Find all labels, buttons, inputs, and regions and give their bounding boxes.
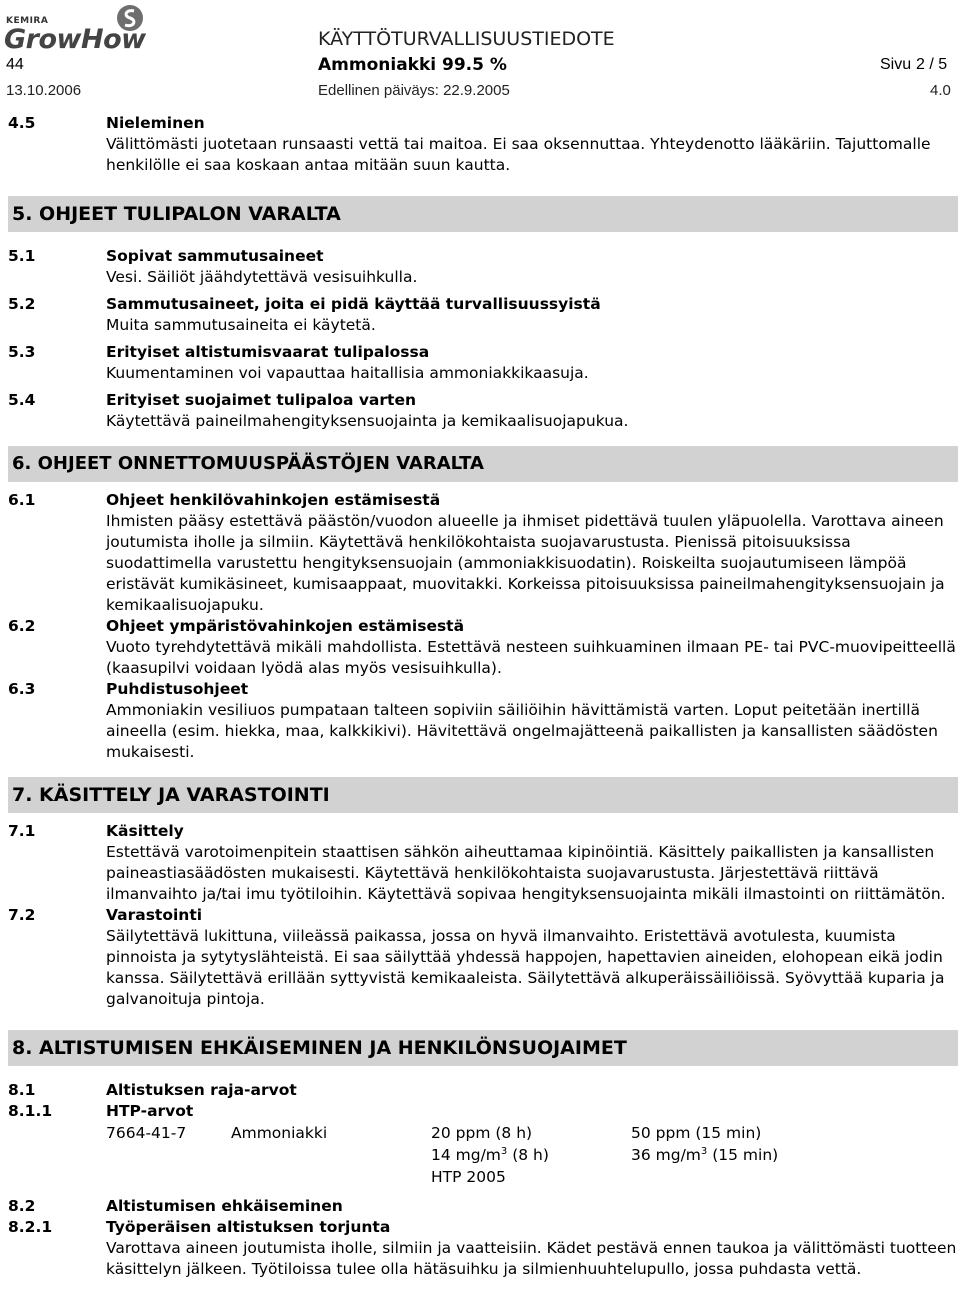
subsection-number: 8.1 — [8, 1081, 36, 1099]
subsection-text: Vesi. Säiliöt jäähdytettävä vesisuihkulla. — [106, 268, 418, 286]
page-number: 2 / 5 — [916, 56, 948, 73]
subsection-text: Välittömästi juotetaan runsaasti vettä tai maitoa. Ei saa oksennuttaa. Yhteydenotto lääkäriin. Tajuttomalle henkilölle ei saa koskaan antaa mitään suun kautta. — [106, 135, 931, 174]
subsection-text: Kuumentaminen voi vapauttaa haitallisia ammoniakkikaasuja. — [106, 364, 589, 382]
subsection-number: 5.2 — [8, 295, 36, 313]
subsection-5-4 — [8, 390, 958, 432]
subsection-number: 5.1 — [8, 247, 36, 265]
subsection-title: Erityiset suojaimet tulipaloa varten — [106, 391, 416, 409]
subsection-text: Muita sammutusaineita ei käytetä. — [106, 316, 376, 334]
subsection-title: Puhdistusohjeet — [106, 680, 249, 698]
mg-8h-value: 14 $mg/m^3$ (8 h) — [431, 1145, 549, 1164]
product-name: Ammoniakki 99.5 % — [318, 55, 507, 75]
subsection-text: Estettävä varotoimenpitein staattisen sähkön aiheuttamaa kipinöintiä. Käsittely paikallisten ja kansallisten paineastiasäädösten mukaisesti. Käytettävä henkilökohtaista suojavarustusta. Järjestettävä riittävä ilmanvaihto ja/tai imu työtiloihin. Käytettävä sopivaa hengityksensuojainta mikäli ilmastointi on riittämätön. — [106, 843, 946, 903]
subsection-title: Nieleminen — [106, 114, 205, 132]
subsection-number: 7.1 — [8, 822, 36, 840]
subsection-title: Käsittely — [106, 822, 184, 840]
subsection-title: Altistuksen raja-arvot — [106, 1081, 297, 1099]
subsection-number: 6.2 — [8, 617, 36, 635]
subsection-number: 7.2 — [8, 906, 36, 924]
previous-date: Edellinen päiväys: 22.9.2005 — [318, 82, 510, 99]
company-logo — [4, 2, 144, 56]
subsection-5-1 — [8, 246, 958, 288]
subsection-text: Ihmisten pääsy estettävä päästön/vuodon alueelle ja ihmiset pidettävä tuulen yläpuolella. Varottava aineen joutumista iholle ja silmiin. Käytettävä henkilökohtaista suojavarustusta. Pienissä pitoisuuksissa suodattimella varustettu hengityksensuojain (ammoniakkisuodatin). Roiskeilta suojautumiseen lämpöä eristävät kumikäsineet, kumisaappaat, muovitakki. Korkeissa pitoisuuksissa paineilmahengityksensuojain ja kemikaalisuojapuku. — [106, 512, 945, 614]
page-header — [0, 0, 960, 100]
cas-number: 7664-41-7 — [106, 1124, 187, 1142]
subsection-number: 4.5 — [8, 114, 36, 132]
subsection-title: Altistumisen ehkäiseminen — [106, 1197, 343, 1215]
subsection-4-5 — [8, 113, 958, 176]
subsection-title: Sammutusaineet, joita ei pidä käyttää turvallisuussyistä — [106, 295, 601, 313]
document-title: KÄYTTÖTURVALLISUUSTIEDOTE — [318, 28, 615, 50]
subsection-text: Varottava aineen joutumista iholle, silmiin ja vaatteisiin. Kädet pestävä ennen taukoa ja välittömästi tuotteen käsittelyn jälkeen. Työtiloissa tulee olla hätäsuihku ja silmienhuuhtelupullo, jossa puhdasta vettä. — [106, 1239, 957, 1278]
subsection-text: Käytettävä paineilmahengityksensuojainta ja kemikaalisuojapukua. — [106, 412, 629, 430]
subsection-title: Ohjeet ympäristövahinkojen estämisestä — [106, 617, 465, 635]
subsection-8-1-1 — [8, 1101, 958, 1122]
subsection-6-1 — [8, 490, 958, 616]
subsection-text: Säilytettävä lukittuna, viileässä paikassa, jossa on hyvä ilmanvaihto. Eristettävä avotulesta, kuumista pinnoista ja sytytyslähteistä. Ei saa säilyttää yhdessä happojen, hapettavien aineiden, elohopean eikä jodin kanssa. Säilytettävä erillään syttyvistä kemikaaleista. Säilytettävä alkuperäissäiliöissä. Syövyttää kuparia ja galvanoituja pintoja. — [106, 927, 945, 1008]
logo-name: GrowHow — [4, 24, 146, 55]
issue-date: 13.10.2006 — [6, 82, 82, 99]
subsection-number: 5.4 — [8, 391, 36, 409]
subsection-number: 5.3 — [8, 343, 36, 361]
subsection-number: 6.3 — [8, 680, 36, 698]
subsection-8-2-1 — [8, 1217, 958, 1280]
subsection-5-2 — [8, 294, 958, 336]
section-heading-6: 6. OHJEET ONNETTOMUUSPÄÄSTÖJEN VARALTA — [8, 446, 958, 482]
htp-source: HTP 2005 — [431, 1168, 506, 1186]
subsection-7-1 — [8, 821, 958, 905]
subsection-number: 6.1 — [8, 491, 36, 509]
subsection-8-2 — [8, 1196, 958, 1217]
product-number: 44 — [6, 56, 24, 73]
section-heading-7: 7. KÄSITTELY JA VARASTOINTI — [8, 777, 958, 813]
subsection-number: 8.2.1 — [8, 1218, 53, 1236]
subsection-text: Vuoto tyrehdytettävä mikäli mahdollista. Estettävä nesteen suihkuaminen ilmaan PE- tai PVC-muovipeitteellä (kaasupilvi voidaan lyödä alas myös vesisuihkulla). — [106, 638, 956, 677]
htp-values-table — [106, 1122, 958, 1188]
subsection-6-3 — [8, 679, 958, 763]
substance-name: Ammoniakki — [231, 1124, 328, 1142]
subsection-7-2 — [8, 905, 958, 1010]
document-body — [8, 113, 958, 1280]
subsection-6-2 — [8, 616, 958, 679]
section-heading-5: 5. OHJEET TULIPALON VARALTA — [8, 196, 958, 232]
subsection-number: 8.2 — [8, 1197, 36, 1215]
subsection-number: 8.1.1 — [8, 1102, 53, 1120]
subsection-5-3 — [8, 342, 958, 384]
section-heading-8: 8. ALTISTUMISEN EHKÄISEMINEN JA HENKILÖNSUOJAIMET — [8, 1030, 958, 1066]
ppm-8h-value: 20 ppm (8 h) — [431, 1124, 533, 1142]
ppm-15min-value: 50 ppm (15 min) — [631, 1124, 762, 1142]
subsection-title: Työperäisen altistuksen torjunta — [106, 1218, 391, 1236]
subsection-title: Varastointi — [106, 906, 203, 924]
subsection-title: Erityiset altistumisvaarat tulipalossa — [106, 343, 430, 361]
logo-brand: KEMIRA — [6, 16, 49, 26]
subsection-title: HTP-arvot — [106, 1102, 194, 1120]
subsection-title: Sopivat sammutusaineet — [106, 247, 324, 265]
subsection-8-1 — [8, 1080, 958, 1101]
mg-15min-value: 36 $mg/m^3$ (15 min) — [631, 1145, 779, 1164]
page-label: Sivu — [880, 56, 912, 73]
version-number: 4.0 — [930, 82, 951, 99]
subsection-text: Ammoniakin vesiliuos pumpataan talteen sopiviin säiliöihin hävittämistä varten. Loput peitetään inertillä aineella (esim. hiekka, maa, kalkkikivi). Hävitettävä ongelmajätteenä paikallisten ja kansallisten säädösten mukaisesti. — [106, 701, 938, 761]
subsection-title: Ohjeet henkilövahinkojen estämisestä — [106, 491, 441, 509]
